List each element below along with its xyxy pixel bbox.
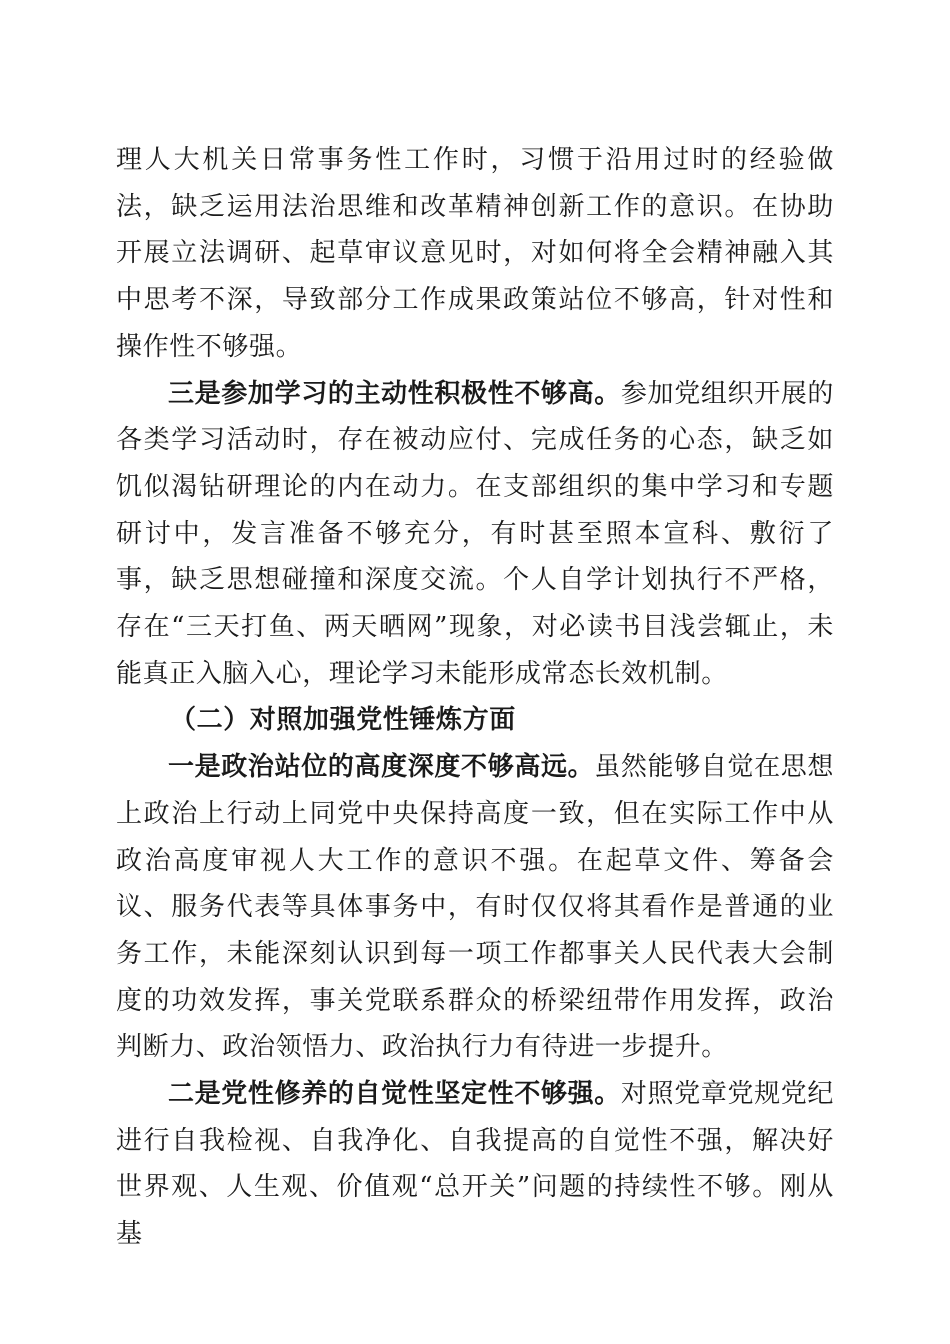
- document-body: [116, 137, 834, 1258]
- section-heading: （二）对照加强党性锤炼方面: [170, 705, 516, 736]
- paragraph-lead: 一是政治站位的高度深度不够高远。: [168, 752, 595, 783]
- paragraph-party-cultivation: [116, 1071, 834, 1258]
- paragraph-text: 虽然能够自觉在思想上政治上行动上同党中央保持高度一致，但在实际工作中从政治高度审视人大工作的意识不强。在起草文件、筹备会议、服务代表等具体事务中，有时仅仅将其看作是普通的业务工作，未能深刻认识到每一项工作都事关人民代表大会制度的功效发挥，事关党联系群众的桥梁纽带作用发挥，政治判断力、政治领悟力、政治执行力有待进一步提升。: [116, 752, 834, 1063]
- paragraph-lead: 二是党性修养的自觉性坚定性不够强。: [168, 1079, 621, 1110]
- paragraph-text: 对照党章党规党纪进行自我检视、自我净化、自我提高的自觉性不强，解决好世界观、人生观、价值观“总开关”问题的持续性不够。刚从基: [116, 1079, 834, 1250]
- paragraph-text: 参加党组织开展的各类学习活动时，存在被动应付、完成任务的心态，缺乏如饥似渴钻研理论的内在动力。在支部组织的集中学习和专题研讨中，发言准备不够充分，有时甚至照本宣科、敷衍了事，缺乏思想碰撞和深度交流。个人自学计划执行不严格，存在“三天打鱼、两天晒网”现象，对必读书目浅尝辄止，未能真正入脑入心，理论学习未能形成常态长效机制。: [116, 378, 834, 689]
- paragraph-text: 理人大机关日常事务性工作时，习惯于沿用过时的经验做法，缺乏运用法治思维和改革精神创新工作的意识。在协助开展立法调研、起草审议意见时，对如何将全会精神融入其中思考不深，导致部分工作成果政策站位不够高，针对性和操作性不够强。: [116, 145, 834, 362]
- paragraph-lead: 三是参加学习的主动性积极性不够高。: [168, 378, 621, 409]
- paragraph-learning-initiative: [116, 371, 834, 698]
- paragraph-political-stance: [116, 744, 834, 1071]
- paragraph-continuation: [116, 137, 834, 371]
